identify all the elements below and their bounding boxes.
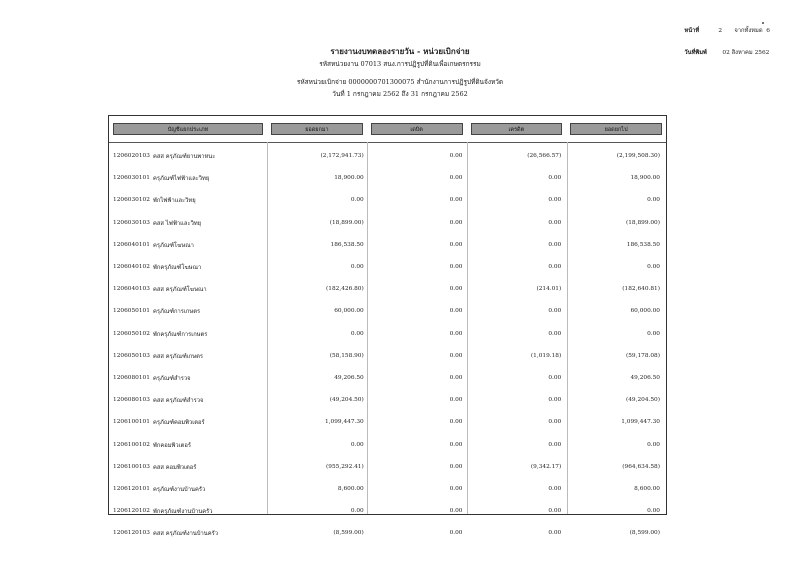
- closing-balance: 186,538.50: [626, 241, 660, 248]
- opening-balance: 8,600.00: [337, 485, 364, 492]
- credit: 0.00: [548, 175, 562, 182]
- account-name: พักคอมพิวเตอร์: [153, 442, 191, 449]
- table-row: [109, 323, 666, 345]
- closing-balance: (18,899.00): [625, 219, 660, 226]
- closing-balance: 8,600.00: [634, 485, 660, 492]
- account-code: 1206030103: [113, 219, 150, 226]
- column-divider: [567, 142, 568, 514]
- agency-line: รหัสหน่วยงาน 07013 สนง.การปฏิรูปที่ดินเพื่อเกษตรกรรม: [319, 60, 481, 68]
- credit: 0.00: [548, 308, 562, 315]
- debit: 0.00: [449, 530, 463, 537]
- account-name: ครุภัณฑ์โฆษณา: [153, 242, 194, 249]
- page-label: หน้าที่: [684, 27, 700, 34]
- table-row: [109, 389, 666, 411]
- credit: (26,566.57): [527, 153, 562, 160]
- header-account: บัญชีแยกประเภท: [113, 123, 263, 135]
- account-name: คสส ไฟฟ้าและวิทยุ: [153, 220, 202, 227]
- closing-balance: 18,900.00: [630, 175, 660, 182]
- opening-balance: (955,292.41): [326, 463, 364, 470]
- opening-balance: 186,538.50: [330, 241, 364, 248]
- account-code: 1206030102: [113, 197, 150, 204]
- opening-balance: 0.00: [350, 330, 364, 337]
- column-divider: [267, 142, 268, 514]
- opening-balance: (2,172,941.73): [320, 153, 364, 160]
- table-row: [109, 145, 666, 167]
- table-row: [109, 278, 666, 300]
- closing-balance: (59,178.08): [625, 352, 660, 359]
- closing-balance: 0.00: [647, 508, 660, 515]
- table-row: [109, 411, 666, 433]
- closing-balance: 49,206.50: [630, 374, 660, 381]
- account-name: ครุภัณฑ์คอมพิวเตอร์: [153, 420, 205, 427]
- table-row: [109, 300, 666, 322]
- account-code: 1206050103: [113, 352, 150, 359]
- header-closing-balance: ยอดยกไป: [570, 123, 662, 135]
- account-name: คสส ครุภัณฑ์โฆษณา: [153, 287, 207, 294]
- page-number: 2: [718, 27, 723, 34]
- opening-balance: (49,204.50): [329, 397, 364, 404]
- credit: 0.00: [548, 530, 562, 537]
- account-name: คสส ครุภัณฑ์ยานพาหนะ: [153, 154, 216, 161]
- table-row: [109, 167, 666, 189]
- closing-balance: (2,199,508.30): [616, 153, 660, 160]
- account-code: 1206120102: [113, 508, 150, 515]
- opening-balance: (58,158.90): [329, 352, 364, 359]
- opening-balance: (182,426.80): [326, 286, 364, 293]
- credit: 0.00: [548, 419, 562, 426]
- account-name: คสส ครุภัณฑ์เกษตร: [153, 353, 203, 360]
- table-row: [109, 500, 666, 522]
- account-code: 1206050102: [113, 330, 150, 337]
- credit: 0.00: [548, 264, 562, 271]
- credit: 0.00: [548, 197, 562, 204]
- account-code: 1206120103: [113, 530, 150, 537]
- table-row: [109, 478, 666, 500]
- account-code: 1206100102: [113, 441, 150, 448]
- account-code: 1206040103: [113, 286, 150, 293]
- debit: 0.00: [449, 219, 463, 226]
- table-row: [109, 522, 666, 544]
- account-name: ครุภัณฑ์สำรวจ: [153, 375, 191, 382]
- account-name: ครุภัณฑ์งานบ้านครัว: [153, 486, 206, 493]
- total-pages: 6: [766, 27, 770, 34]
- credit: 0.00: [548, 219, 562, 226]
- debit: 0.00: [449, 330, 463, 337]
- account-code: 1206040102: [113, 264, 150, 271]
- closing-balance: 0.00: [647, 330, 660, 337]
- account-code: 1206030101: [113, 175, 150, 182]
- credit: 0.00: [548, 508, 562, 515]
- credit: 0.00: [548, 374, 562, 381]
- opening-balance: 60,000.00: [334, 308, 364, 315]
- account-code: 1206020103: [113, 153, 150, 160]
- debit: 0.00: [449, 485, 463, 492]
- header-debit: เดบิต: [371, 123, 463, 135]
- debit: 0.00: [449, 352, 463, 359]
- column-divider: [367, 142, 368, 514]
- debit: 0.00: [449, 241, 463, 248]
- debit: 0.00: [449, 374, 463, 381]
- table-row: [109, 456, 666, 478]
- account-name: คสส คอมพิวเตอร์: [153, 464, 197, 471]
- account-name: ครุภัณฑ์การเกษตร: [153, 309, 201, 316]
- closing-balance: (8,599.00): [629, 530, 660, 537]
- opening-balance: 18,900.00: [334, 175, 364, 182]
- table-row: [109, 212, 666, 234]
- column-divider: [467, 142, 468, 514]
- trial-balance-table: [108, 115, 667, 538]
- table-row: [109, 345, 666, 367]
- table-row: [109, 367, 666, 389]
- header-credit: เครดิต: [471, 123, 563, 135]
- account-code: 1206050101: [113, 308, 150, 315]
- debit: 0.00: [449, 508, 463, 515]
- opening-balance: 0.00: [350, 264, 364, 271]
- account-name: พักครุภัณฑ์งานบ้านครัว: [153, 509, 213, 516]
- credit: 0.00: [548, 241, 562, 248]
- print-date-label: วันที่พิมพ์: [684, 49, 707, 56]
- debit: 0.00: [449, 286, 463, 293]
- credit: 0.00: [548, 485, 562, 492]
- opening-balance: 1,099,447.30: [325, 419, 364, 426]
- total-pages-label: จากทั้งหมด: [734, 27, 763, 34]
- account-code: 1206040101: [113, 241, 150, 248]
- closing-balance: (49,204.50): [625, 397, 660, 404]
- table-row: [109, 234, 666, 256]
- table-body: [109, 143, 666, 544]
- opening-balance: 49,206.50: [334, 374, 364, 381]
- credit: 0.00: [548, 330, 562, 337]
- account-name: พักไฟฟ้าและวิทยุ: [153, 198, 196, 205]
- debit: 0.00: [449, 419, 463, 426]
- debit: 0.00: [449, 175, 463, 182]
- opening-balance: (8,599.00): [333, 530, 364, 537]
- account-name: คสส ครุภัณฑ์สำรวจ: [153, 398, 204, 405]
- table-header: [109, 116, 666, 143]
- credit: (1,019.18): [530, 352, 562, 359]
- report-title: รายงานงบทดลองรายวัน - หน่วยเบิกจ่าย: [330, 46, 470, 56]
- closing-balance: (182,640.81): [622, 286, 660, 293]
- account-name: พักครุภัณฑ์การเกษตร: [153, 331, 208, 338]
- opening-balance: 0.00: [350, 508, 364, 515]
- closing-balance: 1,099,447.30: [621, 419, 660, 426]
- credit: 0.00: [548, 397, 562, 404]
- account-code: 1206120101: [113, 485, 150, 492]
- debit: 0.00: [449, 264, 463, 271]
- account-name: พักครุภัณฑ์โฆษณา: [153, 265, 202, 272]
- debit: 0.00: [449, 153, 463, 160]
- print-date: 02 สิงหาคม 2562: [722, 49, 770, 56]
- account-code: 1206080101: [113, 374, 150, 381]
- account-code: 1206080103: [113, 397, 150, 404]
- header-opening-balance: ยอดยกมา: [271, 123, 363, 135]
- opening-balance: 0.00: [350, 197, 364, 204]
- credit: 0.00: [548, 441, 562, 448]
- account-name: คสส ครุภัณฑ์งานบ้านครัว: [153, 531, 218, 538]
- closing-balance: (964,634.58): [622, 463, 660, 470]
- opening-balance: (18,899.00): [329, 219, 364, 226]
- table-row: [109, 256, 666, 278]
- credit: (9,342.17): [530, 463, 562, 470]
- closing-balance: 0.00: [647, 197, 660, 204]
- debit: 0.00: [449, 463, 463, 470]
- debit: 0.00: [449, 308, 463, 315]
- table-row: [109, 433, 666, 455]
- account-name: ครุภัณฑ์ไฟฟ้าและวิทยุ: [153, 176, 210, 183]
- credit: (214.01): [536, 286, 562, 293]
- closing-balance: 0.00: [647, 264, 660, 271]
- table-row: [109, 189, 666, 211]
- debit: 0.00: [449, 397, 463, 404]
- disbursement-unit-line: รหัสหน่วยเบิกจ่าย 0000000701300075 สำนักงานการปฏิรูปที่ดินจังหวัด: [296, 78, 504, 86]
- account-code: 1206100101: [113, 419, 150, 426]
- date-range-line: วันที่ 1 กรกฎาคม 2562 ถึง 31 กรกฎาคม 2562: [332, 90, 468, 98]
- account-code: 1206100103: [113, 463, 150, 470]
- report-header: [0, 46, 800, 100]
- closing-balance: 60,000.00: [630, 308, 660, 315]
- debit: 0.00: [449, 441, 463, 448]
- debit: 0.00: [449, 197, 463, 204]
- closing-balance: 0.00: [647, 441, 660, 448]
- opening-balance: 0.00: [350, 441, 364, 448]
